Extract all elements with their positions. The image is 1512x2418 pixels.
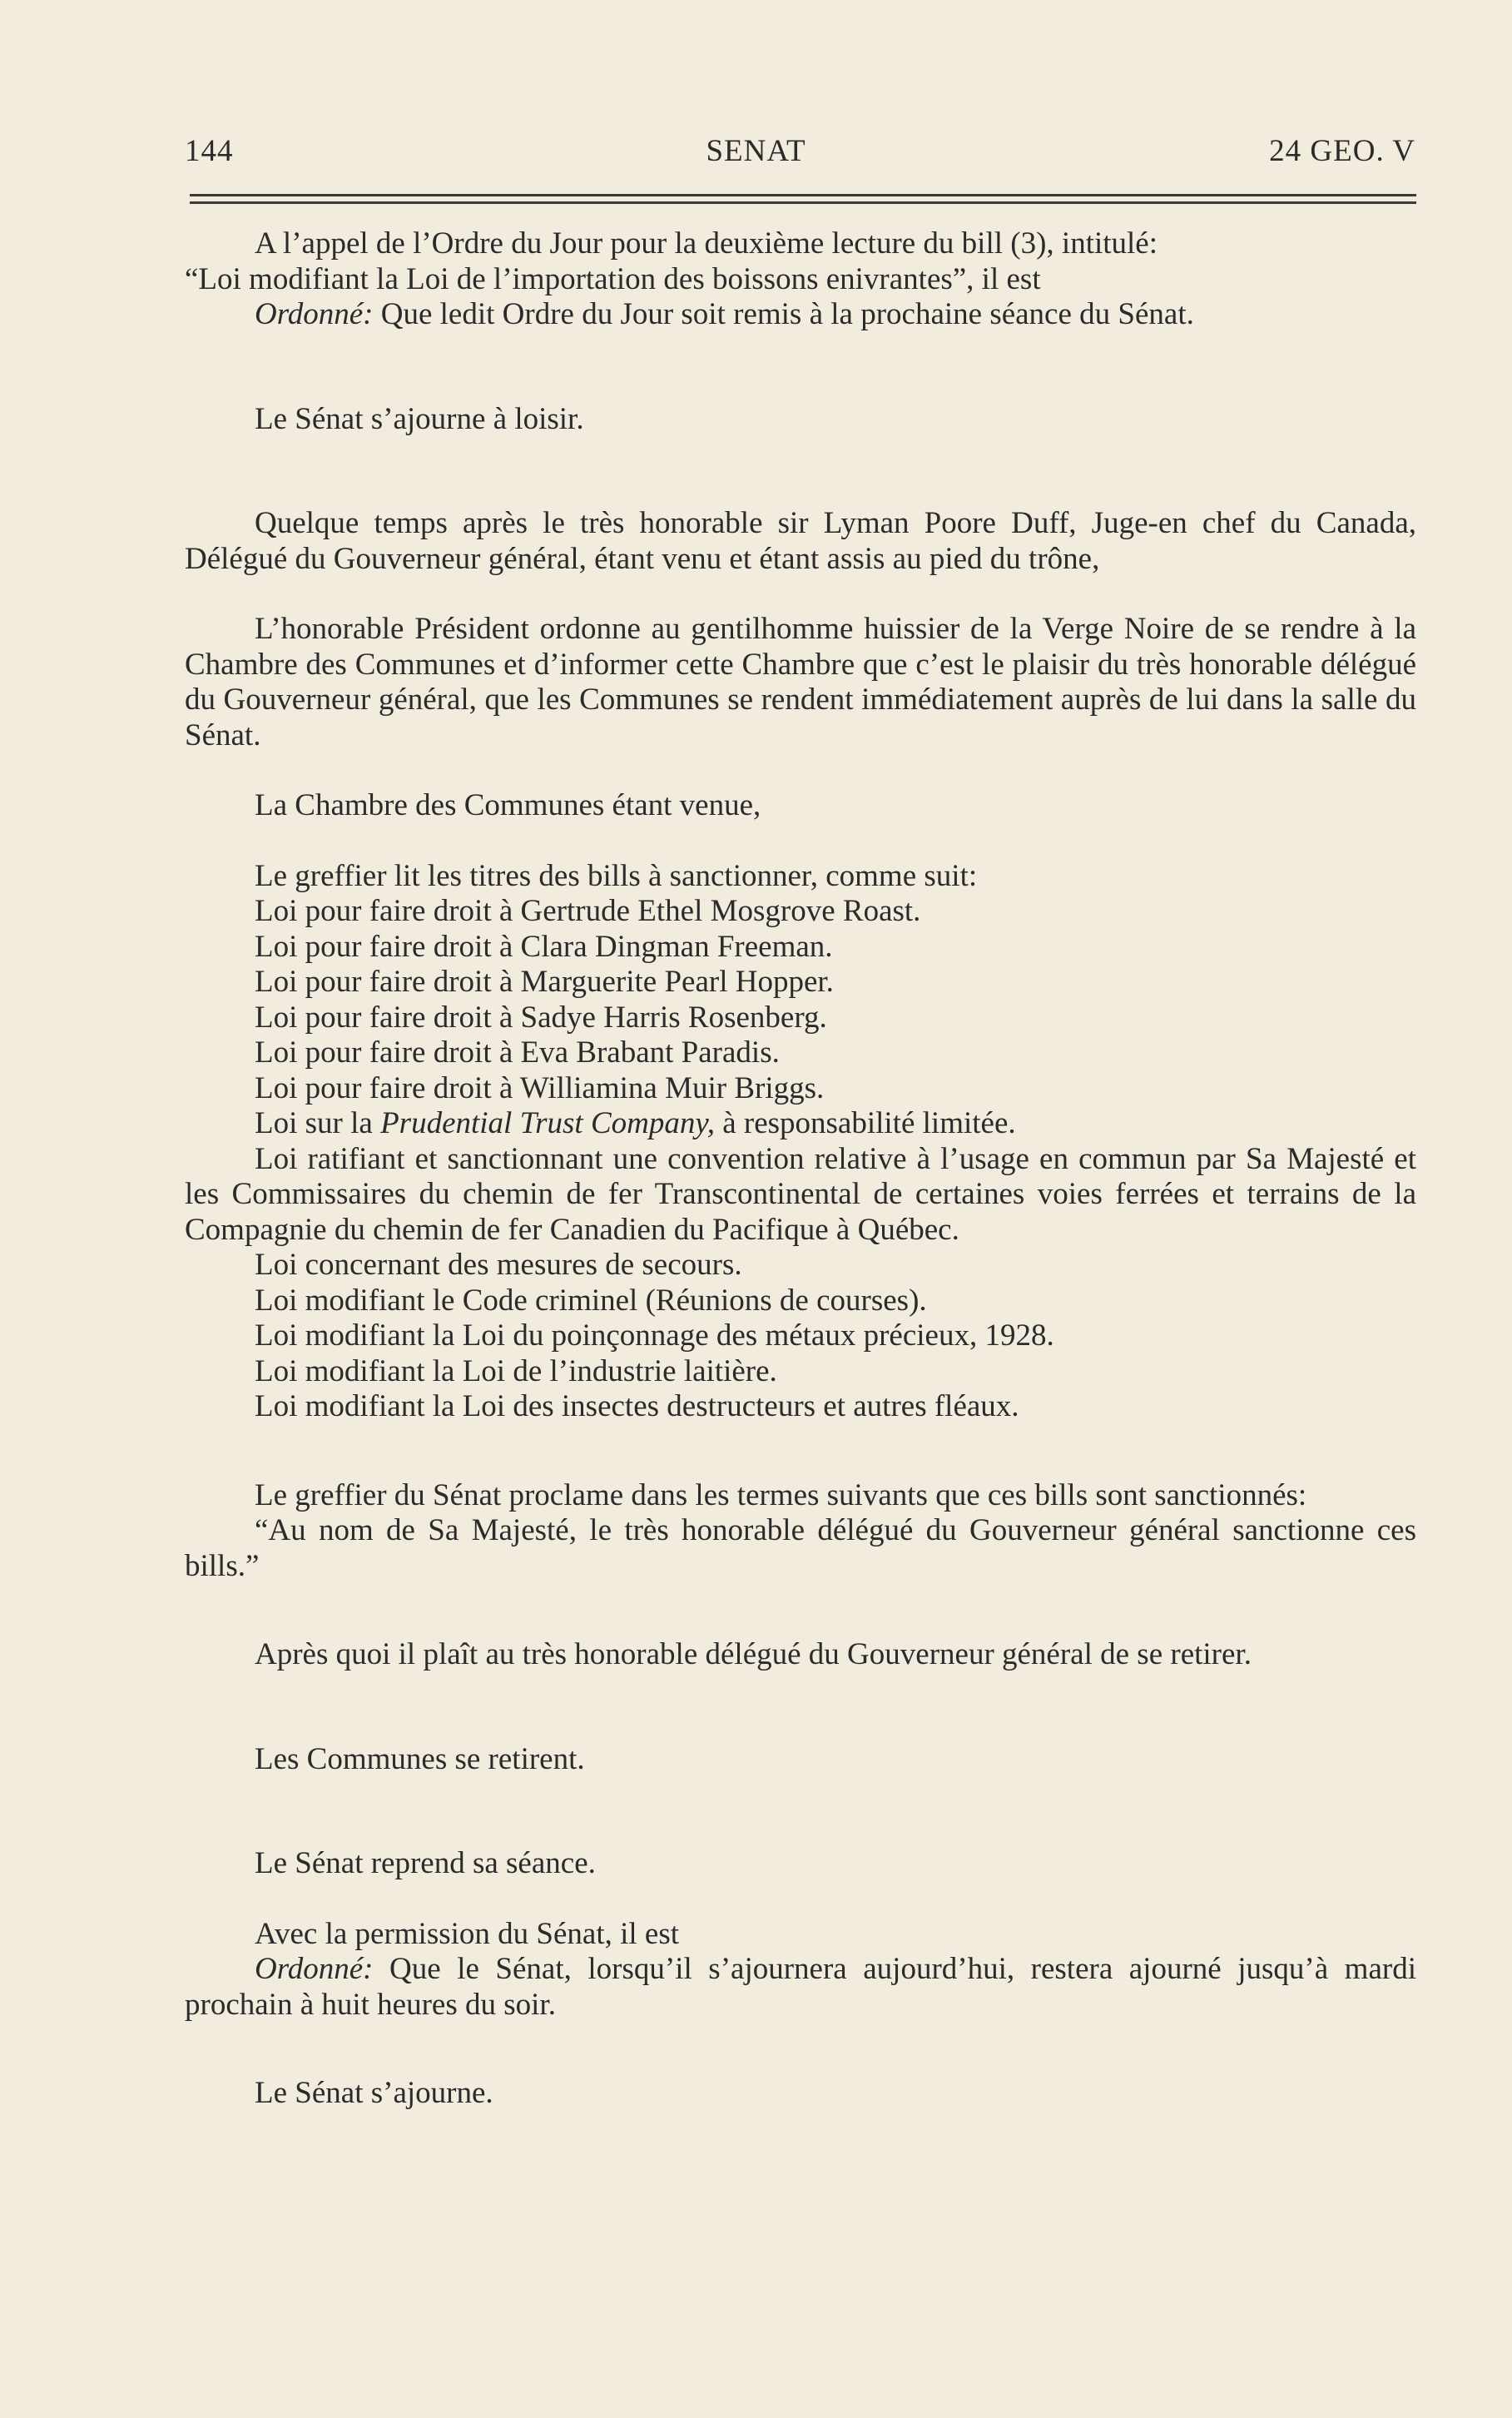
paragraph-senate-resumes: Le Sénat reprend sa séance.	[255, 1846, 596, 1880]
running-title: SENAT	[706, 134, 806, 168]
paragraph-commons-arrive: La Chambre des Communes étant venue,	[255, 788, 761, 822]
order-line	[185, 297, 1416, 333]
header-rule-bottom	[190, 201, 1416, 204]
paragraph-adjourn-leisure: Le Sénat s’ajourne à loisir.	[255, 401, 584, 436]
header-rule-top	[190, 194, 1416, 196]
bill-item: Loi pour faire droit à Gertrude Ethel Mosgrove Roast.	[255, 894, 921, 928]
ordonne-text: Que le Sénat, lorsqu’il s’ajournera aujourd’hui, restera ajourné jusqu’à mardi prochain à huit heures du soir.	[185, 1952, 1416, 2022]
order-line	[185, 1952, 1416, 2023]
page-number: 144	[185, 134, 234, 168]
paragraph-clerk-reads: Le greffier lit les titres des bills à sanctionner, comme suit:	[255, 858, 978, 893]
regnal-year: 24 GEO. V	[1269, 134, 1415, 168]
ordonne-label: Ordonné:	[255, 297, 374, 331]
paragraph-line: Avec la permission du Sénat, il est	[255, 1916, 680, 1951]
paragraph-proclamation: Le greffier du Sénat proclame dans les termes suivants que ces bills sont sanctionnés:	[255, 1477, 1307, 1512]
bill-item: Loi ratifiant et sanctionnant une convention relative à l’usage en commun par Sa Majesté et les Commissaires du chemin de fer Transcontinental de certaines voies ferrées et terrains de la Compagnie du chemin de fer Canadien du Pacifique à Québec.	[185, 1141, 1416, 1247]
paragraph-commons-retire: Les Communes se retirent.	[255, 1741, 585, 1776]
paragraph-deputy-arrival: Quelque temps après le très honorable sir Lyman Poore Duff, Juge-en chef du Canada, Délégué du Gouverneur général, étant venu et étant assis au pied du trône,	[185, 506, 1416, 576]
bill-item: Loi modifiant la Loi du poinçonnage des métaux précieux, 1928.	[255, 1318, 1054, 1353]
bill-item: Loi modifiant la Loi de l’industrie laitière.	[255, 1353, 777, 1388]
bill-item: Loi pour faire droit à Eva Brabant Paradis.	[255, 1035, 780, 1070]
bill-text: Loi sur la	[255, 1106, 381, 1140]
paragraph-sanction-quote: “Au nom de Sa Majesté, le très honorable délégué du Gouverneur général sanctionne ces bills.”	[185, 1513, 1416, 1583]
paragraph-adjournment-order	[185, 1917, 1416, 2023]
bill-item: Loi pour faire droit à Williamina Muir Briggs.	[255, 1070, 825, 1105]
page-body	[185, 226, 1416, 2112]
paragraph-line: “Loi modifiant la Loi de l’importation des boissons enivrantes”, il est	[185, 261, 1041, 296]
paragraph-black-rod: L’honorable Président ordonne au gentilhomme huissier de la Verge Noire de se rendre à la Chambre des Communes et d’informer cette Chambre que c’est le plaisir du très honorable délégué du Gouverneur général, que les Communes se rendent immédiatement auprès de lui dans la salle du Sénat.	[185, 612, 1416, 752]
bill-item: Loi modifiant le Code criminel (Réunions de courses).	[255, 1283, 927, 1318]
bill-item: Loi concernant des mesures de secours.	[255, 1248, 742, 1282]
bill-text: à responsabilité limitée.	[714, 1106, 1016, 1140]
paragraph-senate-adjourns: Le Sénat s’ajourne.	[255, 2076, 493, 2110]
bill-item	[185, 1106, 1416, 1142]
company-name: Prudential Trust Company,	[380, 1106, 715, 1140]
paragraph-line: A l’appel de l’Ordre du Jour pour la deuxième lecture du bill (3), intitulé:	[255, 226, 1158, 261]
ordonne-text: Que ledit Ordre du Jour soit remis à la prochaine séance du Sénat.	[373, 297, 1194, 331]
ordonne-label: Ordonné:	[255, 1952, 374, 1986]
bills-list	[185, 894, 1416, 1425]
paragraph-order-of-day	[185, 226, 1416, 333]
bill-item: Loi modifiant la Loi des insectes destructeurs et autres fléaux.	[255, 1389, 1019, 1423]
bill-item: Loi pour faire droit à Sadye Harris Rosenberg.	[255, 1000, 827, 1035]
bill-item: Loi pour faire droit à Marguerite Pearl Hopper.	[255, 965, 834, 999]
bill-item: Loi pour faire droit à Clara Dingman Freeman.	[255, 929, 833, 964]
paragraph-deputy-retires: Après quoi il plaît au très honorable délégué du Gouverneur général de se retirer.	[255, 1637, 1252, 1671]
